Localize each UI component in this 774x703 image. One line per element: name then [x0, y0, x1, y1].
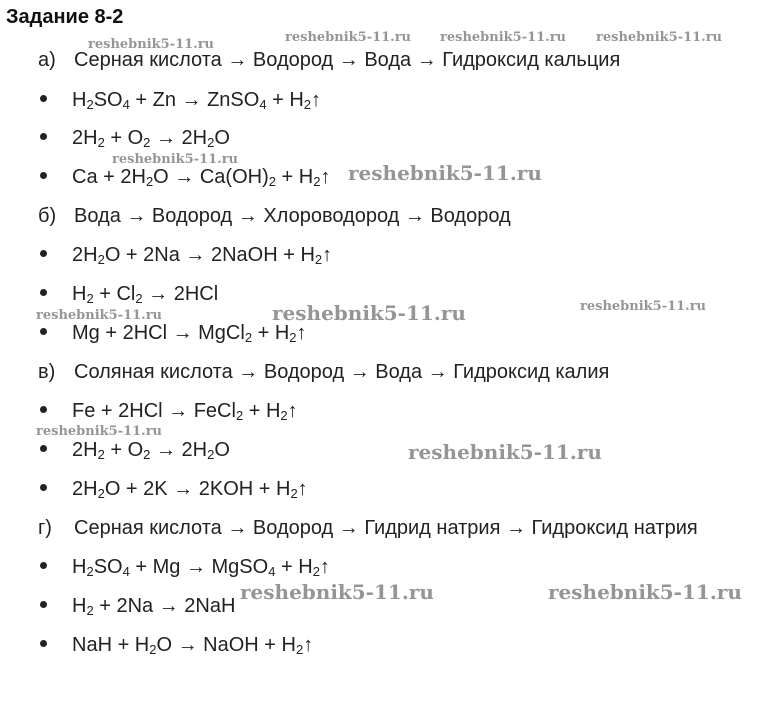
equation: $2H_2O + 2Na$ → 2NaOH + $H_2↑$ — [72, 244, 333, 267]
bullet-icon — [40, 289, 47, 296]
bullet-icon — [40, 172, 47, 179]
equation-item — [40, 165, 330, 189]
watermark-text: reshebnik5-11.ru — [272, 301, 466, 325]
watermark-text: reshebnik5-11.ru — [88, 37, 215, 52]
section-label: а) — [38, 49, 56, 71]
equation: $2H_2O + 2K \to 2KOH$ + $H_2↑$ — [72, 478, 308, 501]
transformation-chain: Серная кислота → Водород → Гидрид натрия → Гидроксид натрия — [74, 517, 698, 539]
section-label: г) — [38, 517, 52, 539]
watermark-text: reshebnik5-11.ru — [36, 308, 163, 323]
equation: $H_2 + 2Na \to 2NaH$ — [72, 595, 236, 618]
equation: $2H_2 + O_2 \to 2H_2O$ — [72, 439, 230, 462]
watermark-text: reshebnik5-11.ru — [112, 152, 239, 167]
watermark-text: reshebnik5-11.ru — [36, 424, 163, 439]
equation: Mg + 2HCl → MgCl$_2$ + $H_2↑$ — [72, 322, 307, 345]
equation-item — [40, 594, 235, 618]
section-heading — [38, 516, 698, 540]
bullet-icon — [40, 562, 47, 569]
equation-item — [40, 282, 218, 306]
watermark-text: reshebnik5-11.ru — [240, 580, 434, 604]
equation: $Ca + 2H_2O \to Ca(OH)_2$ + $H_2↑$ — [72, 166, 331, 189]
transformation-chain: Вода → Водород → Хлороводород → Водород — [74, 205, 511, 227]
equation: NaH + $H_2O$ → NaOH + $H_2↑$ — [72, 634, 314, 657]
bullet-icon — [40, 484, 47, 491]
equation-item — [40, 477, 308, 501]
bullet-icon — [40, 328, 47, 335]
equation-item — [40, 321, 307, 345]
equation: $H_2 + Cl_2 \to 2HCl$ — [72, 283, 219, 306]
bullet-icon — [40, 133, 47, 140]
section-heading — [38, 48, 620, 72]
equation-item — [40, 243, 332, 267]
equation-item — [40, 126, 230, 150]
transformation-chain: Соляная кислота → Водород → Вода → Гидроксид калия — [74, 361, 610, 383]
page-title: Задание 8-2 — [6, 6, 124, 28]
equation: $H_2SO_4 + Mg$ → MgSO$_4$ + $H_2↑$ — [72, 556, 330, 579]
equation: $H_2SO_4 + Zn$ → ZnSO$_4$ + $H_2↑$ — [72, 89, 322, 112]
bullet-icon — [40, 601, 47, 608]
bullet-icon — [40, 406, 47, 413]
equation: $2H_2 + O_2 \to 2H_2O$ — [72, 127, 230, 150]
bullet-icon — [40, 250, 47, 257]
equation-item — [40, 88, 321, 112]
equation-item — [40, 555, 330, 579]
section-heading — [38, 360, 609, 384]
watermark-text: reshebnik5-11.ru — [548, 580, 742, 604]
bullet-icon — [40, 640, 47, 647]
section-label: в) — [38, 361, 56, 383]
equation-item — [40, 438, 230, 462]
bullet-icon — [40, 95, 47, 102]
section-heading — [38, 204, 511, 228]
watermark-text: reshebnik5-11.ru — [440, 30, 567, 45]
section-label: б) — [38, 205, 57, 227]
transformation-chain: Серная кислота → Водород → Вода → Гидроксид кальция — [74, 49, 621, 71]
equation-item — [40, 399, 298, 423]
bullet-icon — [40, 445, 47, 452]
equation-item — [40, 633, 313, 657]
watermark-text: reshebnik5-11.ru — [348, 161, 542, 185]
watermark-text: reshebnik5-11.ru — [285, 30, 412, 45]
equation: Fe + 2HCl → FeCl$_2$ + $H_2↑$ — [72, 400, 298, 423]
watermark-text: reshebnik5-11.ru — [596, 30, 723, 45]
watermark-text: reshebnik5-11.ru — [580, 299, 707, 314]
watermark-text: reshebnik5-11.ru — [408, 440, 602, 464]
